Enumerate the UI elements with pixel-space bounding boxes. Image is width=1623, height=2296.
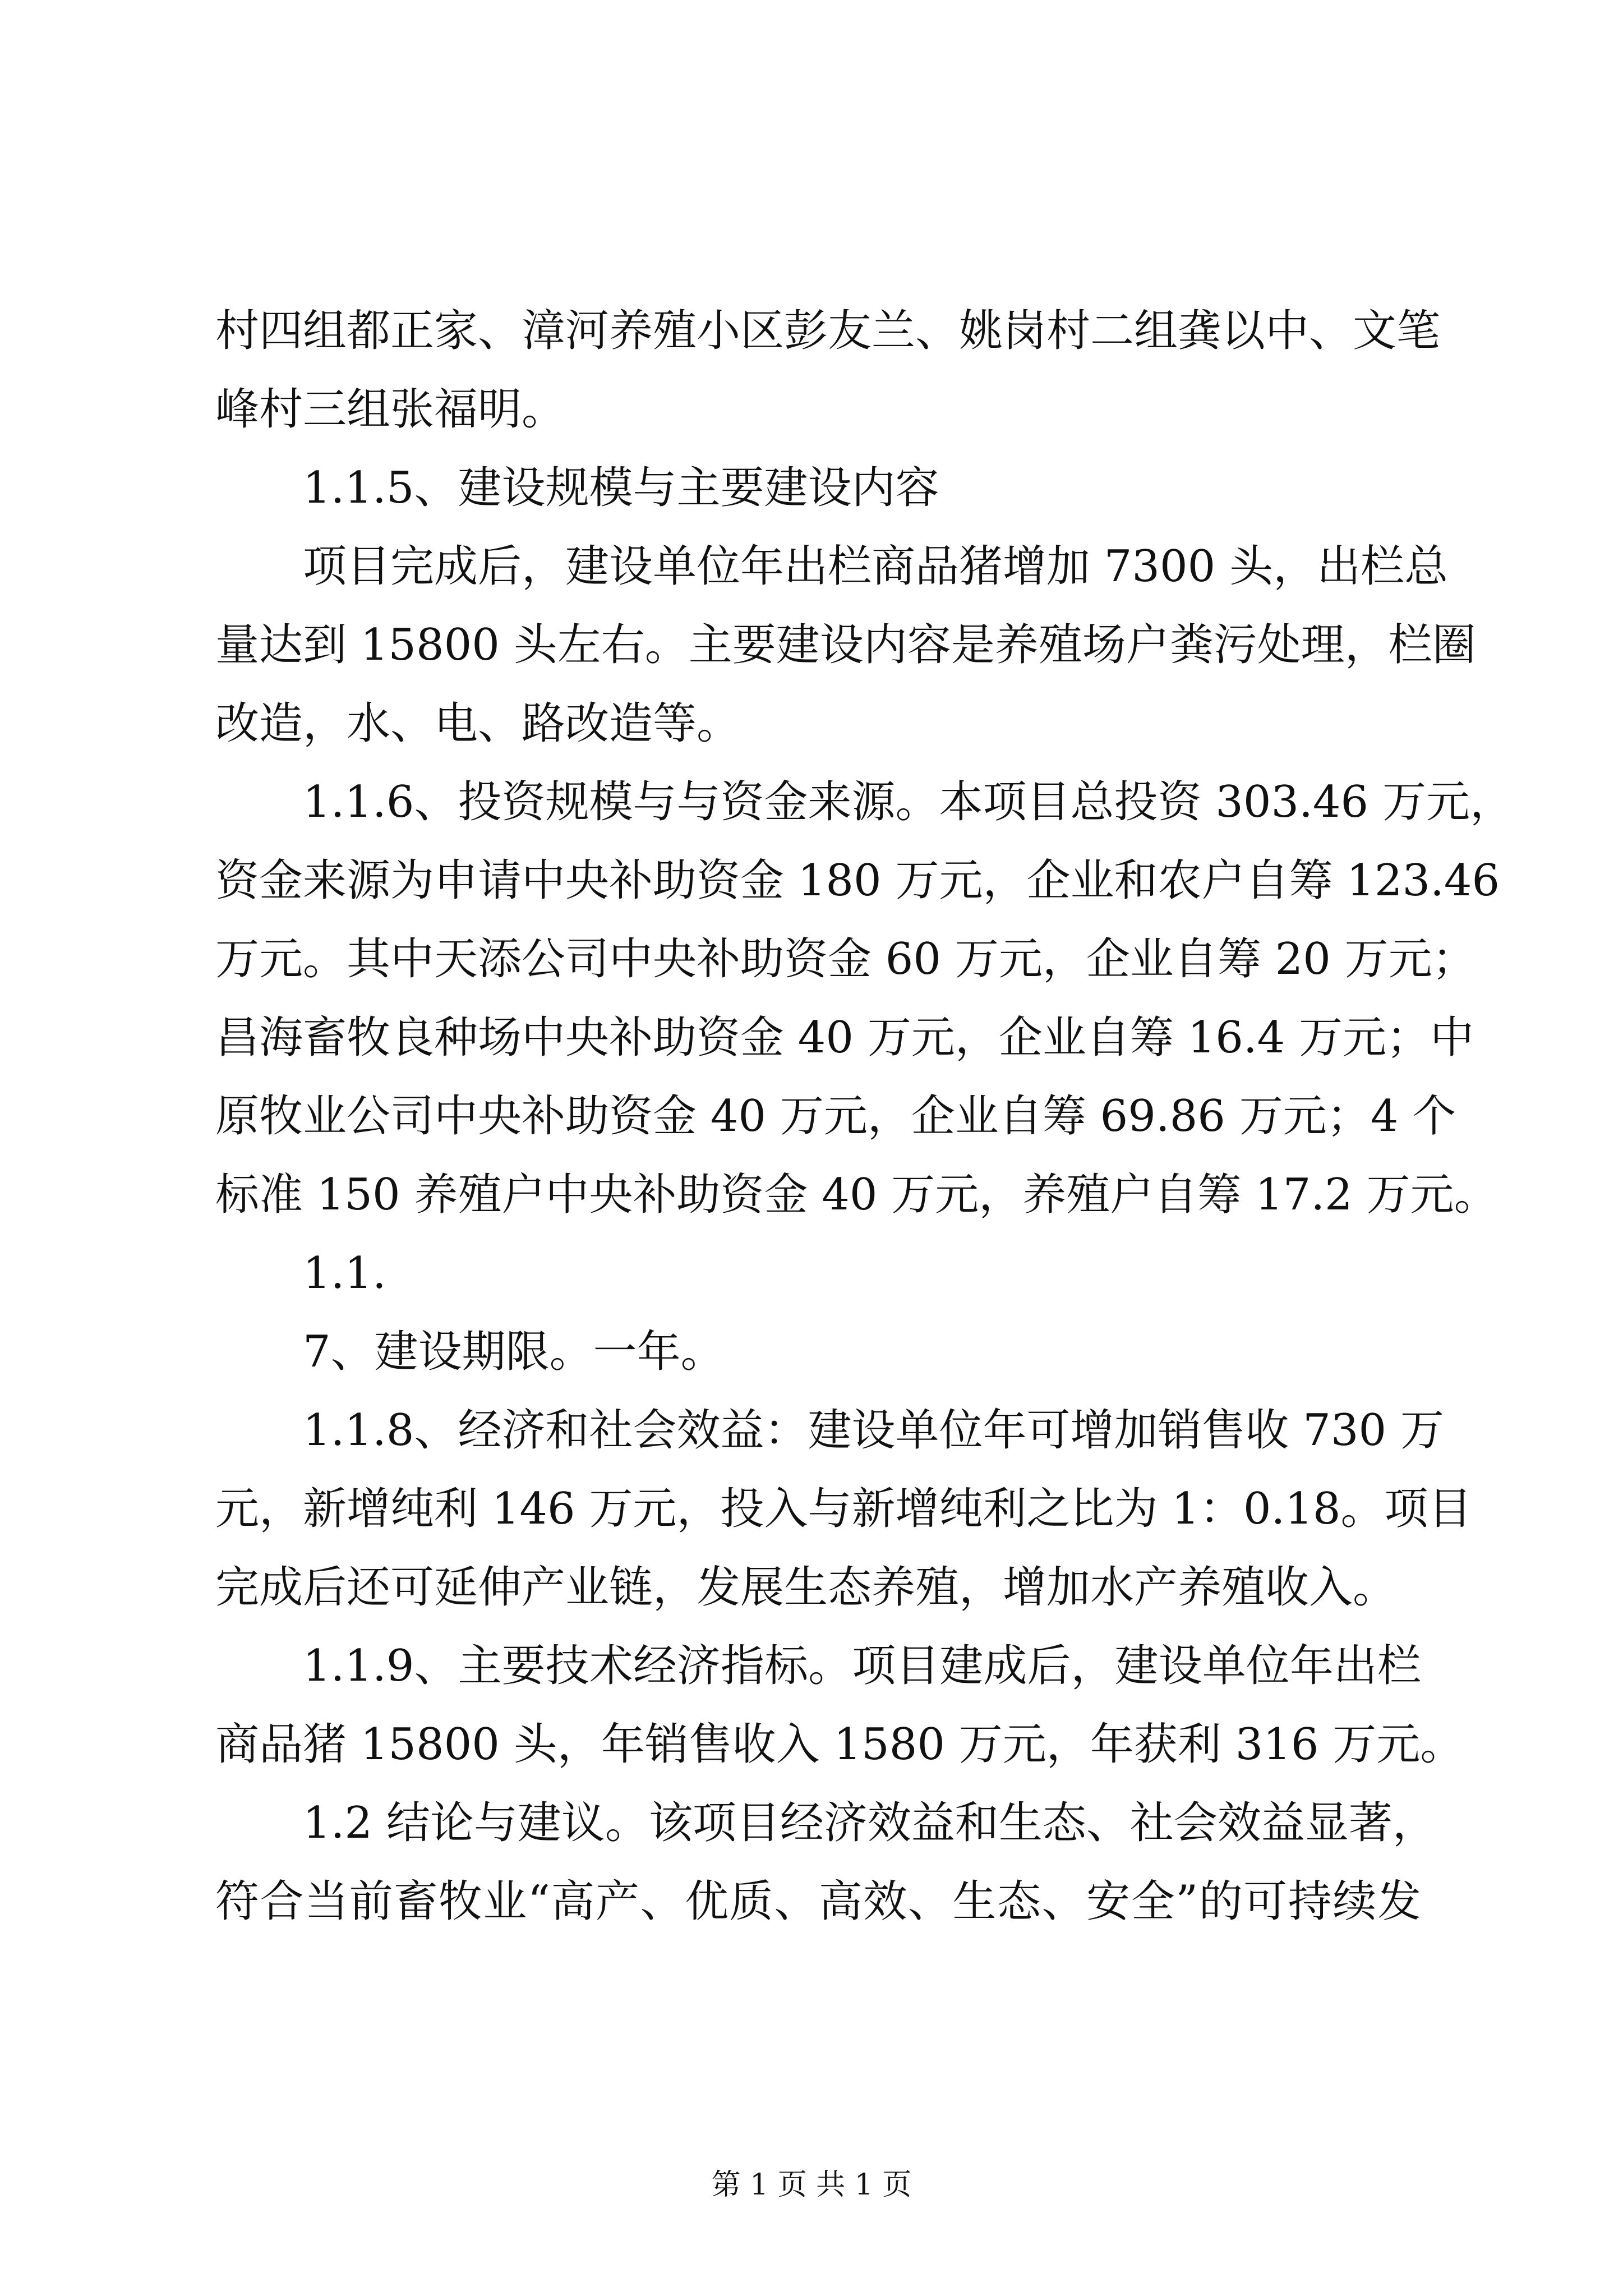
text-line: 村四组都正家、漳河养殖小区彭友兰、姚岗村二组龚以中、文笔 — [215, 306, 1441, 356]
text-line: 改造，水、电、路改造等。 — [215, 698, 741, 749]
text-line: 原牧业公司中央补助资金 40 万元，企业自筹 69.86 万元；4 个 — [215, 1091, 1456, 1142]
text-line: 标准 150 养殖户中央补助资金 40 万元，养殖户自筹 17.2 万元。 — [215, 1170, 1498, 1220]
text-line: 1.2 结论与建议。该项目经济效益和生态、社会效益显著， — [303, 1798, 1436, 1848]
text-line: 商品猪 15800 头，年销售收入 1580 万元，年获利 316 万元。 — [215, 1719, 1464, 1770]
text-line: 元，新增纯利 146 万元，投入与新增纯利之比为 1：0.18。项目 — [215, 1484, 1472, 1534]
text-line: 1.1.9、主要技术经济指标。项目建成后，建设单位年出栏 — [303, 1641, 1421, 1691]
text-line: 1.1.6、投资规模与与资金来源。本项目总投资 303.46 万元， — [303, 777, 1514, 827]
text-line: 昌海畜牧良种场中央补助资金 40 万元，企业自筹 16.4 万元；中 — [215, 1013, 1474, 1063]
text-line: 符合当前畜牧业“高产、优质、高效、生态、安全”的可持续发 — [215, 1876, 1421, 1927]
page-footer: 第 1 页 共 1 页 — [711, 2168, 912, 2202]
text-line: 万元。其中天添公司中央补助资金 60 万元，企业自筹 20 万元； — [215, 934, 1476, 984]
document-body — [215, 292, 1514, 1941]
text-line: 1.1. — [303, 1248, 386, 1299]
text-line: 1.1.8、经济和社会效益：建设单位年可增加销售收 730 万 — [303, 1405, 1444, 1456]
text-line: 资金来源为申请中央补助资金 180 万元，企业和农户自筹 123.46 — [215, 855, 1500, 906]
text-line: 7、建设期限。一年。 — [303, 1327, 725, 1377]
text-line: 量达到 15800 头左右。主要建设内容是养殖场户粪污处理，栏圈 — [215, 620, 1476, 670]
text-line: 完成后还可延伸产业链，发展生态养殖，增加水产养殖收入。 — [215, 1562, 1397, 1613]
text-line: 1.1.5、建设规模与主要建设内容 — [303, 463, 939, 513]
text-line: 项目完成后，建设单位年出栏商品猪增加 7300 头，出栏总 — [303, 541, 1449, 592]
text-line: 峰村三组张福明。 — [215, 384, 566, 435]
